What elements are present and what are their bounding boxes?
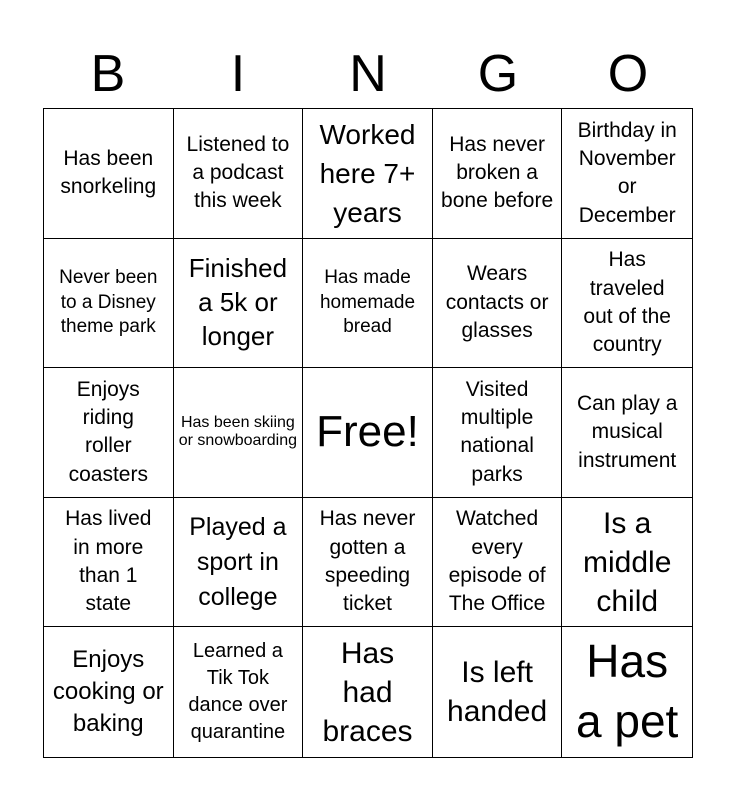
cell-text: Has never broken a bone before	[441, 132, 554, 213]
cell-text: Never been to a Disney theme park	[59, 266, 158, 338]
bingo-cell[interactable]	[44, 239, 174, 369]
bingo-cell[interactable]	[562, 498, 692, 628]
cell-text: Listened to a podcast this week	[186, 132, 290, 213]
bingo-cell[interactable]	[44, 627, 174, 757]
bingo-header	[43, 40, 693, 108]
cell-text: Watched every episode of The Office	[448, 507, 546, 616]
cell-text: Free!	[316, 407, 419, 457]
bingo-cell[interactable]	[44, 498, 174, 628]
bingo-cell[interactable]	[303, 498, 433, 628]
bingo-cell[interactable]	[562, 368, 692, 498]
header-letter-b: B	[90, 45, 126, 103]
bingo-cell[interactable]	[303, 627, 433, 757]
cell-text: Worked here 7+ years	[319, 118, 416, 228]
bingo-cell[interactable]	[433, 498, 563, 628]
bingo-cell[interactable]	[562, 109, 692, 239]
bingo-board	[43, 108, 693, 758]
bingo-cell[interactable]	[562, 239, 692, 369]
cell-text: Has had braces	[322, 636, 413, 748]
cell-text: Has a pet	[576, 635, 679, 748]
bingo-cell[interactable]	[174, 239, 304, 369]
bingo-cell[interactable]	[433, 627, 563, 757]
bingo-cell[interactable]	[433, 109, 563, 239]
cell-text: Can play a musical instrument	[576, 391, 678, 472]
cell-text: Has been snorkeling	[60, 146, 157, 199]
cell-text: Is left handed	[447, 656, 548, 729]
bingo-cell[interactable]	[433, 368, 563, 498]
cell-text: Birthday in November or December	[577, 118, 677, 227]
bingo-cell[interactable]	[174, 109, 304, 239]
bingo-cell[interactable]	[303, 239, 433, 369]
bingo-cell[interactable]	[44, 109, 174, 239]
cell-text: Learned a Tik Tok dance over quarantine	[188, 640, 288, 744]
header-letter-i: I	[230, 45, 246, 103]
bingo-cell[interactable]	[303, 109, 433, 239]
cell-text: Has made homemade bread	[319, 266, 416, 338]
bingo-cell[interactable]	[174, 498, 304, 628]
cell-text: Visited multiple national parks	[460, 377, 534, 486]
cell-text: Is a middle child	[583, 506, 672, 618]
bingo-cell[interactable]	[174, 368, 304, 498]
cell-text: Has never gotten a speeding ticket	[319, 507, 416, 616]
cell-text: Enjoys riding roller coasters	[68, 377, 148, 486]
cell-text: Wears contacts or glasses	[445, 262, 549, 343]
cell-text: Played a sport in college	[189, 512, 287, 611]
cell-text: Has traveled out of the country	[583, 248, 671, 357]
header-letter-n: N	[349, 45, 387, 103]
bingo-cell-free[interactable]	[303, 368, 433, 498]
bingo-cell[interactable]	[44, 368, 174, 498]
cell-text: Finished a 5k or longer	[188, 253, 288, 351]
bingo-cell[interactable]	[174, 627, 304, 757]
header-letter-o: O	[607, 45, 649, 103]
cell-text: Enjoys cooking or baking	[52, 645, 164, 738]
cell-text: Has lived in more than 1 state	[65, 507, 152, 616]
cell-text: Has been skiing or snowboarding	[178, 413, 298, 450]
header-letter-g: G	[477, 45, 519, 103]
bingo-cell[interactable]	[562, 627, 692, 757]
bingo-cell[interactable]	[433, 239, 563, 369]
